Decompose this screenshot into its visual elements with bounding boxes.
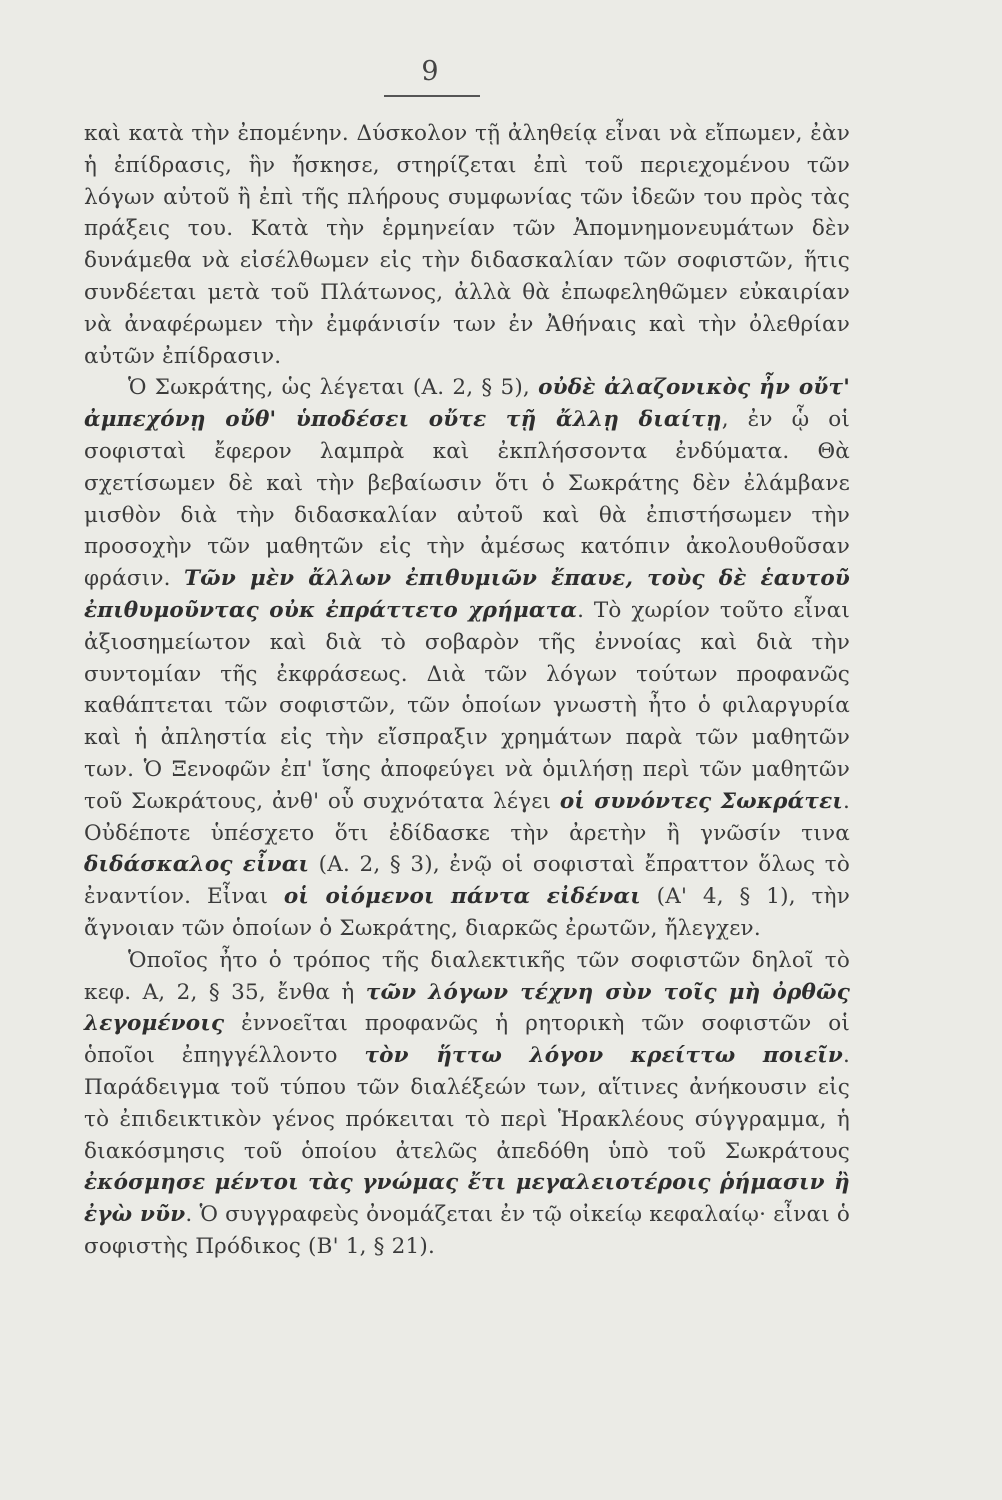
quoted-phrase: οἱ οἰόμενοι πάντα εἰδέναι <box>283 884 641 910</box>
quoted-phrase: τὸν ἥττω λόγον κρείττω ποιεῖν <box>364 1043 843 1069</box>
paragraph <box>84 118 850 372</box>
text-run: (Α' 4, § 1), τὴν ἄγνοιαν τῶν ὁποίων ὁ Σωκράτης, διαρκῶς ἐρωτῶν, ἤλεγχεν. <box>84 884 851 941</box>
quoted-phrase: Τῶν μὲν ἄλλων ἐπιθυμιῶν ἔπαυε, τοὺς δὲ ἑαυτοῦ ἐπιθυμοῦντας οὐκ ἐπράττετο χρήματα <box>84 566 850 623</box>
text-run: . Παράδειγμα τοῦ τύπου τῶν διαλέξεών των, αἵτινες ἀνήκουσιν εἰς τὸ ἐπιδεικτικὸν γένος πρόκειται τὸ περὶ Ἡρακλέους σύγγραμμα, ἡ διακόσμησις τοῦ ὁποίου ἀτελῶς ἀπεδόθη ὑπὸ τοῦ Σωκράτους <box>84 1043 851 1164</box>
text-run: Ὁποῖος ἦτο ὁ τρόπος τῆς διαλεκτικῆς τῶν σοφιστῶν δηλοῖ τὸ κεφ. Α, 2, § 35, ἔνθα ἡ <box>84 947 850 1005</box>
text-run: . Οὐδέποτε ὑπέσχετο ὅτι ἐδίδασκε τὴν ἀρετὴν ἢ γνῶσίν τινα <box>84 788 850 846</box>
paragraph <box>84 372 850 944</box>
page-number: 9 <box>421 56 439 87</box>
body-text <box>84 118 850 1263</box>
quoted-phrase: οὐδὲ ἀλαζονικὸς ἦν οὔτ' ἀμπεχόνῃ οὔθ' ὑποδέσει οὔτε τῇ ἄλλῃ διαίτῃ <box>84 375 850 433</box>
quoted-phrase: διδάσκαλος εἶναι <box>84 852 310 878</box>
page-number-rule <box>384 95 480 97</box>
text-run: ἐννοεῖται προφανῶς ἡ ρητορικὴ τῶν σοφιστῶν οἱ ὁποῖοι ἐπηγγέλλοντο <box>84 1011 850 1069</box>
quoted-phrase: ἐκόσμησε μέντοι τὰς γνώμας ἔτι μεγαλειοτέροις ῥήμασιν ἢ ἐγὼ νῦν <box>84 1170 850 1228</box>
text-run: καὶ κατὰ τὴν ἐπομένην. Δύσκολον τῇ ἀληθείᾳ εἶναι νὰ εἴπωμεν, ἐὰν ἡ ἐπίδρασις, ἣν ἤσκησε, στηρίζεται ἐπὶ τοῦ περιεχομένου τῶν λόγων αὐτοῦ ἢ ἐπὶ τῆς πλήρους συμφωνίας τῶν ἰδεῶν του πρὸς τὰς πράξεις του. Κατὰ τὴν ἑρμηνείαν τῶν Ἀπομνημονευμάτων δὲν δυνάμεθα νὰ εἰσέλθωμεν εἰς τὴν διδασκαλίαν τῶν σοφιστῶν, ἥτις συνδέεται μετὰ τοῦ Πλάτωνος, ἀλλὰ θὰ ἐπωφεληθῶμεν εὐκαιρίαν νὰ ἀναφέρωμεν τὴν ἐμφάνισίν των ἐν Ἀθήναις καὶ τὴν ὀλεθρίαν αὐτῶν ἐπίδρασιν. <box>84 121 850 369</box>
text-run: , ἐν ᾧ οἱ σοφισταὶ ἔφερον λαμπρὰ καὶ ἐκπλήσσοντα ἐνδύματα. Θὰ σχετίσωμεν δὲ καὶ τὴν βεβαίωσιν ὅτι ὁ Σωκράτης δὲν ἐλάμβανε μισθὸν διὰ τὴν διδασκαλίαν αὐτοῦ καὶ θὰ ἐπιστήσωμεν τὴν προσοχὴν τῶν μαθητῶν εἰς τὴν ἀμέσως κατόπιν ἀκολουθοῦσαν φράσιν. <box>84 407 850 592</box>
text-run: Ὁ Σωκράτης, ὡς λέγεται (Α. 2, § 5), <box>128 375 539 401</box>
paragraph <box>84 945 850 1263</box>
quoted-phrase: οἱ συνόντες Σωκράτει <box>559 788 843 814</box>
text-run: . Ὁ συγγραφεὺς ὀνομάζεται ἐν τῷ οἰκείῳ κεφαλαίῳ· εἶναι ὁ σοφιστὴς Πρόδικος (Β' 1, § 21). <box>84 1202 851 1259</box>
text-run: (Α. 2, § 3), ἐνῷ οἱ σοφισταὶ ἔπραττον ὅλως τὸ ἐναντίον. Εἶναι <box>84 852 850 910</box>
quoted-phrase: τῶν λόγων τέχνη σὺν τοῖς μὴ ὀρθῶς λεγομένοις <box>84 979 850 1037</box>
text-run: . Τὸ χωρίον τοῦτο εἶναι ἀξιοσημείωτον καὶ διὰ τὸ σοβαρὸν τῆς ἐννοίας καὶ διὰ τὴν συντομίαν τῆς ἐκφράσεως. Διὰ τῶν λόγων τούτων προφανῶς καθάπτεται τῶν σοφιστῶν, τῶν ὁποίων γνωστὴ ἦτο ὁ φιλαργυρία καὶ ἡ ἀπληστία εἰς τὴν εἴσπραξιν χρημάτων παρὰ τῶν μαθητῶν των. Ὁ Ξενοφῶν ἐπ' ἴσης ἀποφεύγει νὰ ὁμιλήσῃ περὶ τῶν μαθητῶν τοῦ Σωκράτους, ἀνθ' οὗ συχνότατα λέγει <box>84 597 850 814</box>
